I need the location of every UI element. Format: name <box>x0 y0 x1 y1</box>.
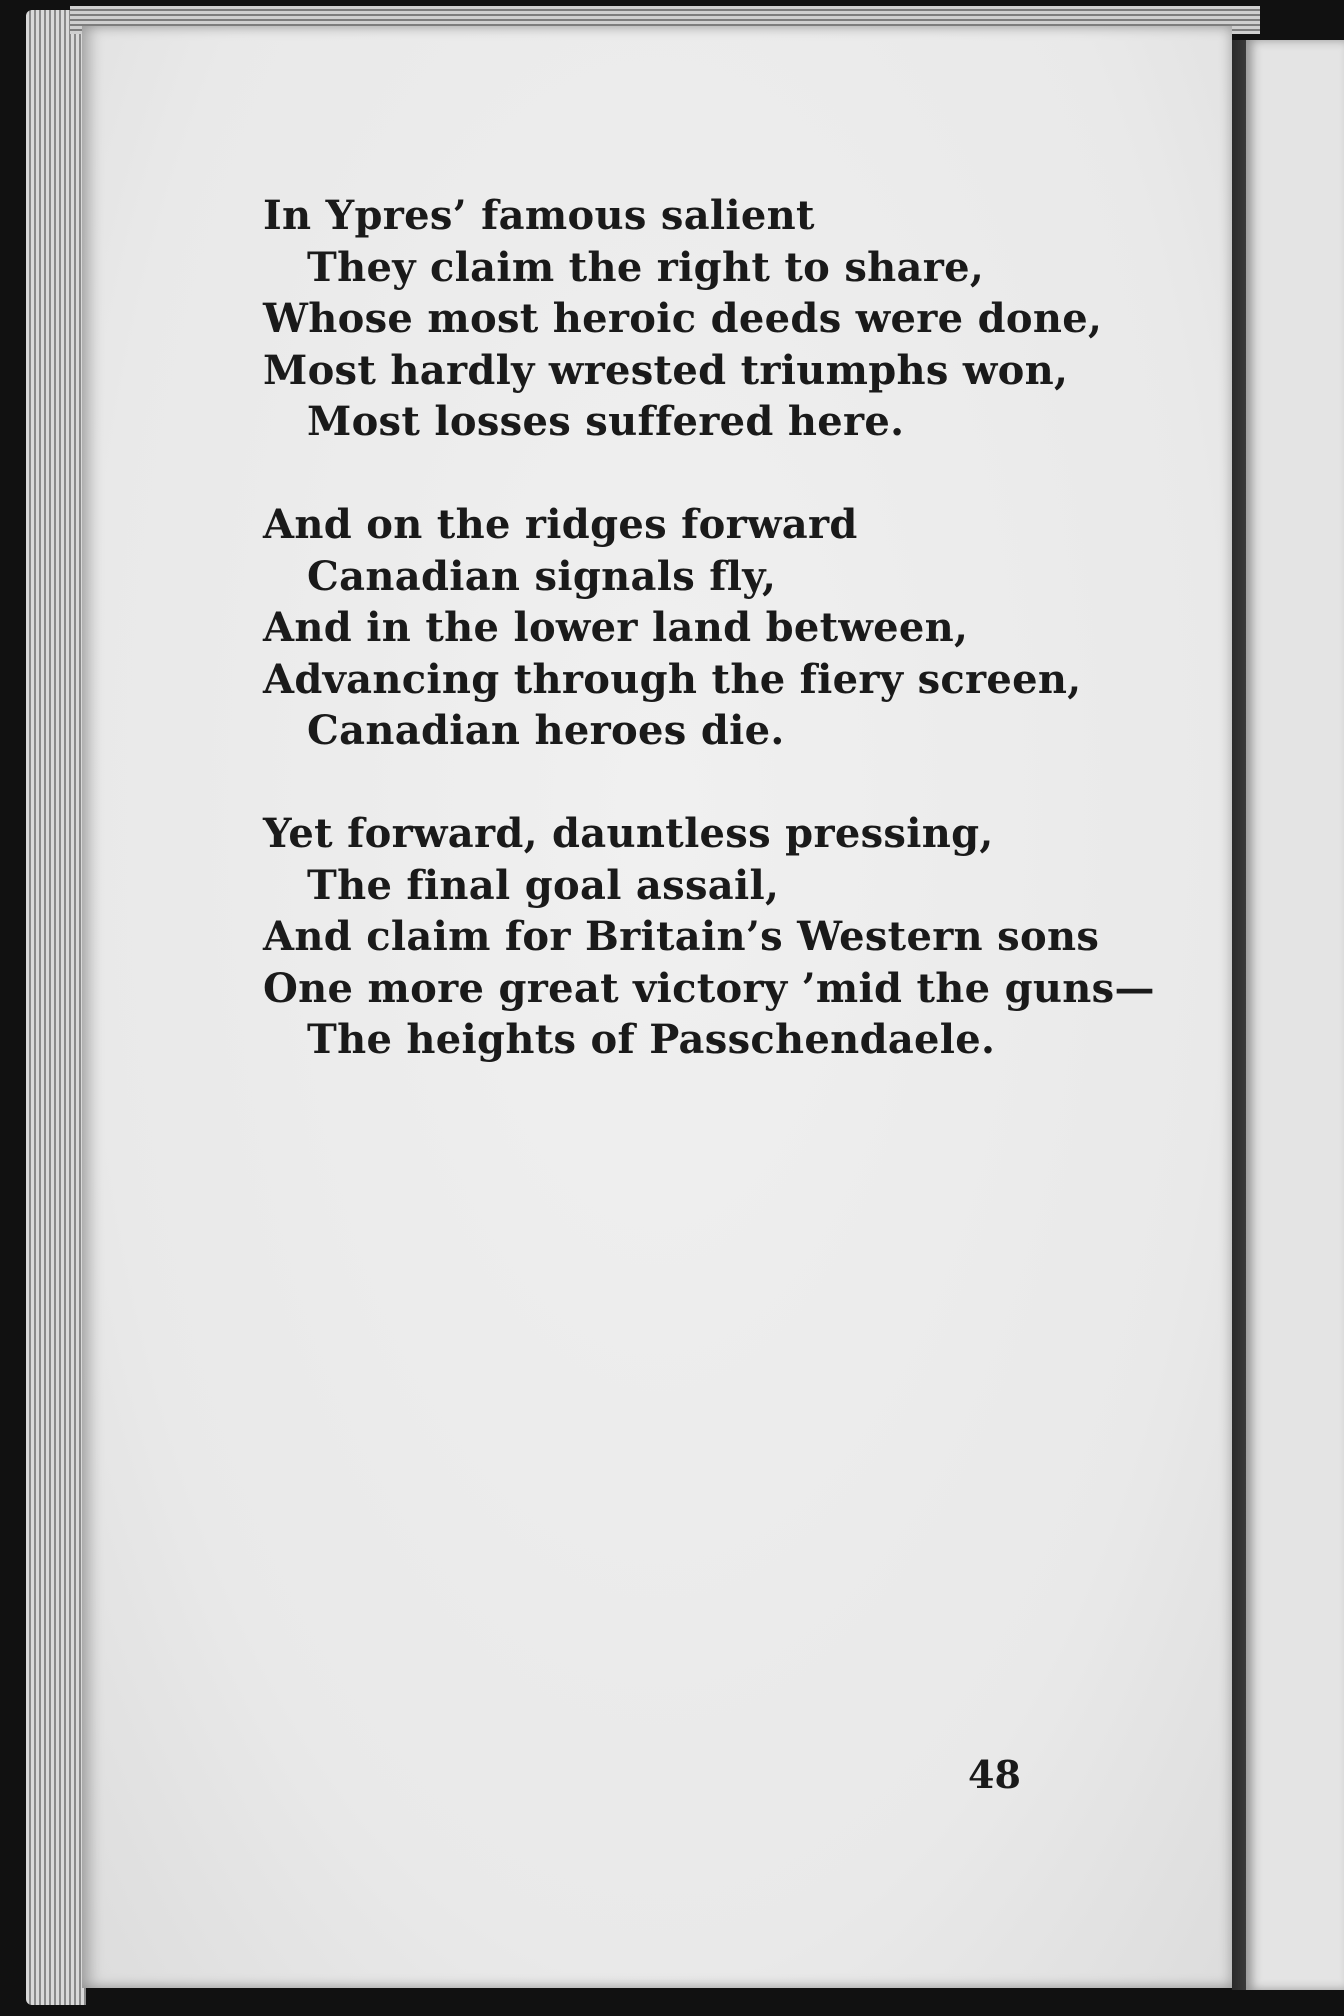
facing-page-edge <box>1246 40 1344 1990</box>
poem-line: Most hardly wrested triumphs won, <box>263 346 1069 394</box>
poem-line: Most losses suffered here. <box>307 398 905 445</box>
poem-line: And in the lower land between, <box>263 604 969 651</box>
poem-line: Whose most heroic deeds were done, <box>263 295 1103 342</box>
stanza-2 <box>263 499 1143 757</box>
stanza-1 <box>263 190 1143 448</box>
poem <box>263 190 1155 1117</box>
poem-line: They claim the right to share, <box>307 243 985 291</box>
poem-line: And claim for Britain’s Western sons <box>263 913 1100 960</box>
poem-line: Canadian heroes die. <box>307 707 785 754</box>
poem-line: The heights of Passchendaele. <box>307 1016 996 1063</box>
poem-line: One more great victory ’mid the guns— <box>263 964 1155 1012</box>
page-number: 48 <box>968 1752 1021 1797</box>
stanza-3 <box>263 808 1155 1066</box>
poem-line: Canadian signals fly, <box>307 552 777 600</box>
poem-line: Advancing through the fiery screen, <box>263 655 1082 703</box>
book-page-edges <box>26 10 86 2005</box>
poem-line: And on the ridges forward <box>263 501 858 548</box>
poem-line: In Ypres’ famous salient <box>263 192 815 239</box>
book-binding <box>1232 40 1246 1990</box>
poem-line: Yet forward, dauntless pressing, <box>263 810 994 857</box>
poem-line: The final goal assail, <box>307 861 780 909</box>
